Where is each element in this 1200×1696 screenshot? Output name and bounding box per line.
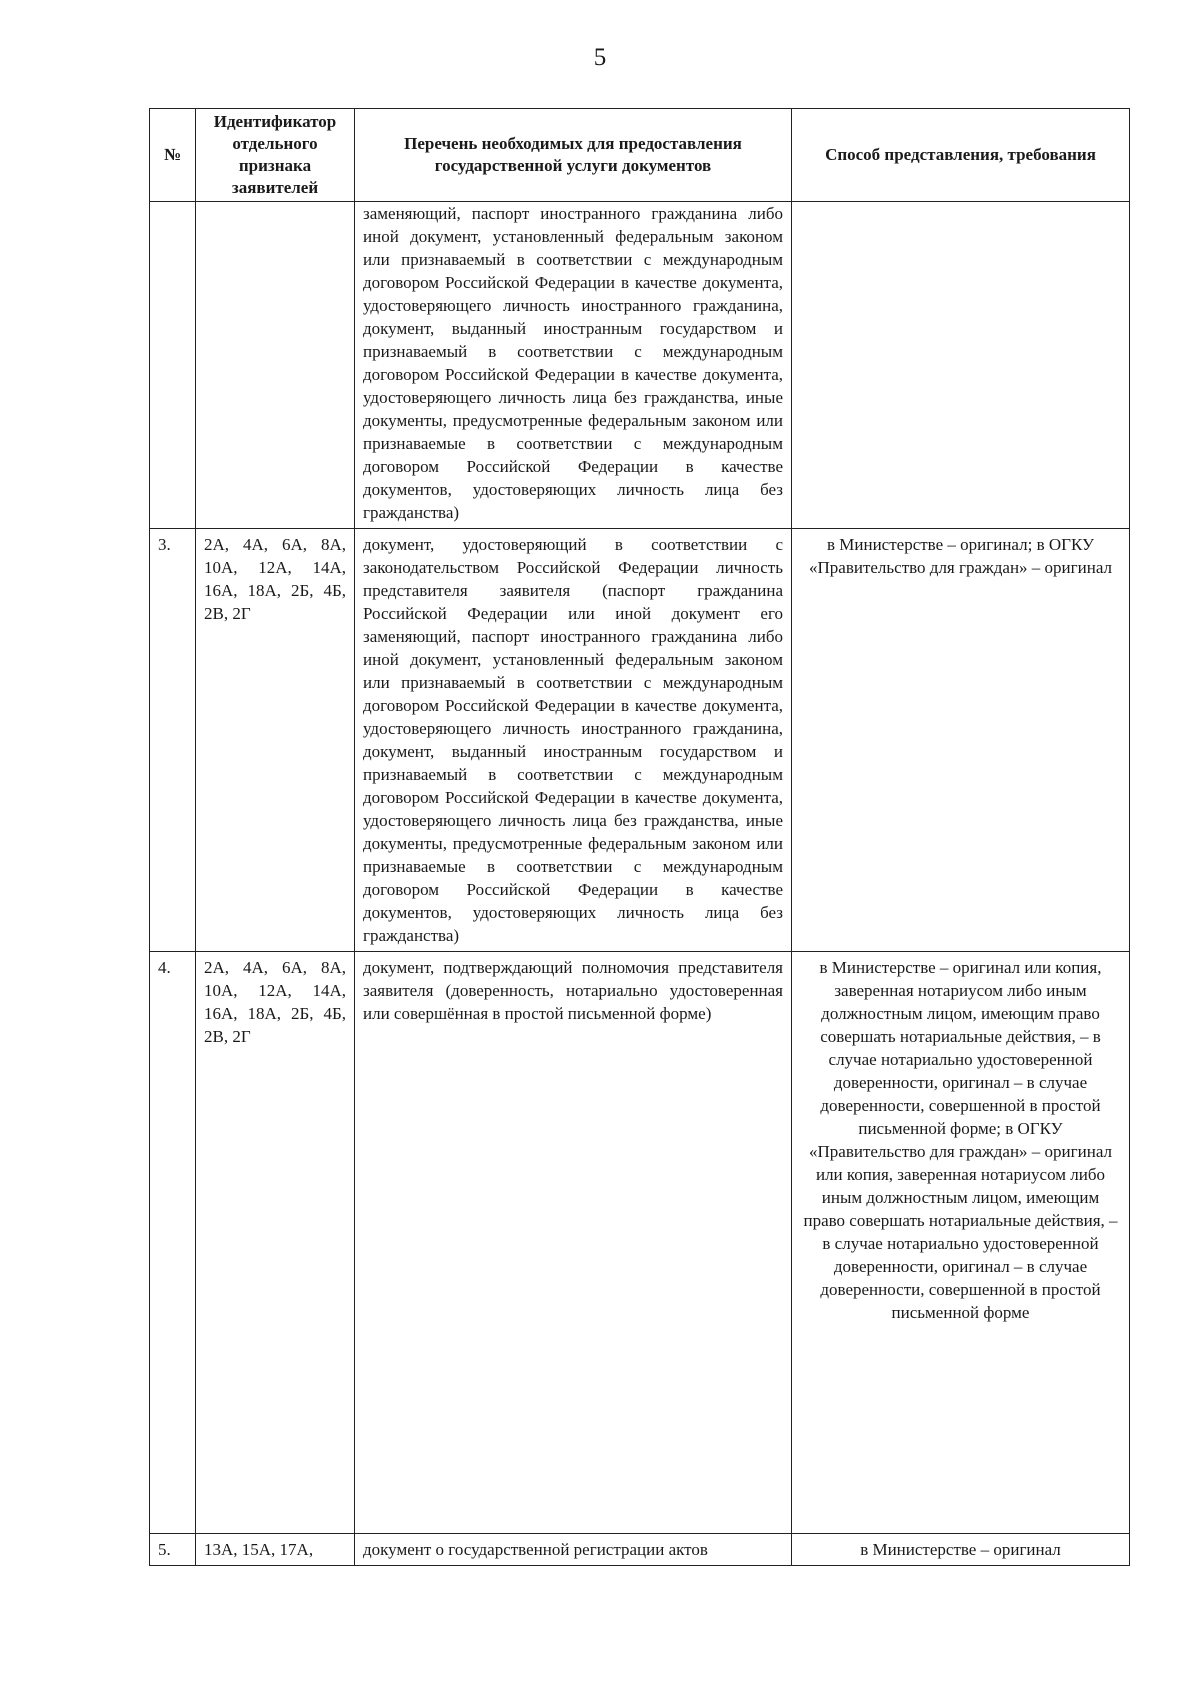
row-identifier: 13А, 15А, 17А, — [196, 1534, 355, 1566]
table-row — [150, 952, 1130, 1534]
header-documents: Перечень необходимых для предоставления государственной услуги документов — [355, 109, 792, 202]
page-number: 5 — [593, 44, 607, 71]
header-method: Способ представления, требования — [792, 109, 1130, 202]
table-row — [150, 1534, 1130, 1566]
row-method — [792, 202, 1130, 529]
row-documents: документ, подтверждающий полномочия представителя заявителя (доверенность, нотариально удостоверенная или совершённая в простой письменной форме) — [355, 952, 792, 1534]
row-identifier: 2А, 4А, 6А, 8А, 10А, 12А, 14А, 16А, 18А, 2Б, 4Б, 2В, 2Г — [196, 529, 355, 952]
row-method: в Министерстве – оригинал или копия, заверенная нотариусом либо иным должностным лицом, имеющим право совершать нотариальные действия, – в случае нотариально удостоверенной доверенности, оригинал – в случае доверенности, совершенной в простой письменной форме; в ОГКУ «Правительство для граждан» – оригинал или копия, заверенная нотариусом либо иным должностным лицом, имеющим право совершать нотариальные действия, – в случае нотариально удостоверенной доверенности, оригинал – в случае доверенности, совершенной в простой письменной форме — [792, 952, 1130, 1534]
row-method: в Министерстве – оригинал; в ОГКУ «Правительство для граждан» – оригинал — [792, 529, 1130, 952]
table-row — [150, 202, 1130, 529]
row-documents: документ о государственной регистрации актов — [355, 1534, 792, 1566]
table-row — [150, 529, 1130, 952]
table-header-row — [150, 109, 1130, 202]
row-documents: заменяющий, паспорт иностранного гражданина либо иной документ, установленный федеральным законом или признаваемый в соответствии с международным договором Российской Федерации в качестве документа, удостоверяющего личность иностранного гражданина, документ, выданный иностранным государством и признаваемый в соответствии с международным договором Российской Федерации в качестве документа, удостоверяющего личность лица без гражданства, иные документы, предусмотренные федеральным законом или признаваемые в соответствии с международным договором Российской Федерации в качестве документов, удостоверяющих личность лица без гражданства) — [355, 202, 792, 529]
row-documents: документ, удостоверяющий в соответствии с законодательством Российской Федерации личность представителя заявителя (паспорт гражданина Российской Федерации или иной документ его заменяющий, паспорт иностранного гражданина либо иной документ, установленный федеральным законом или признаваемый в соответствии с международным договором Российской Федерации в качестве документа, удостоверяющего личность иностранного гражданина, документ, выданный иностранным государством и признаваемый в соответствии с международным договором Российской Федерации в качестве документа, удостоверяющего личность лица без гражданства, иные документы, предусмотренные федеральным законом или признаваемые в соответствии с международным договором Российской Федерации в качестве документов, удостоверяющих личность лица без гражданства) — [355, 529, 792, 952]
documents-table — [149, 108, 1130, 1566]
row-identifier: 2А, 4А, 6А, 8А, 10А, 12А, 14А, 16А, 18А, 2Б, 4Б, 2В, 2Г — [196, 952, 355, 1534]
row-number: 5. — [150, 1534, 196, 1566]
row-method: в Министерстве – оригинал — [792, 1534, 1130, 1566]
row-number — [150, 202, 196, 529]
header-number: № — [150, 109, 196, 202]
row-identifier — [196, 202, 355, 529]
header-identifier: Идентификатор отдельного признака заявителей — [196, 109, 355, 202]
row-number: 3. — [150, 529, 196, 952]
row-number: 4. — [150, 952, 196, 1534]
